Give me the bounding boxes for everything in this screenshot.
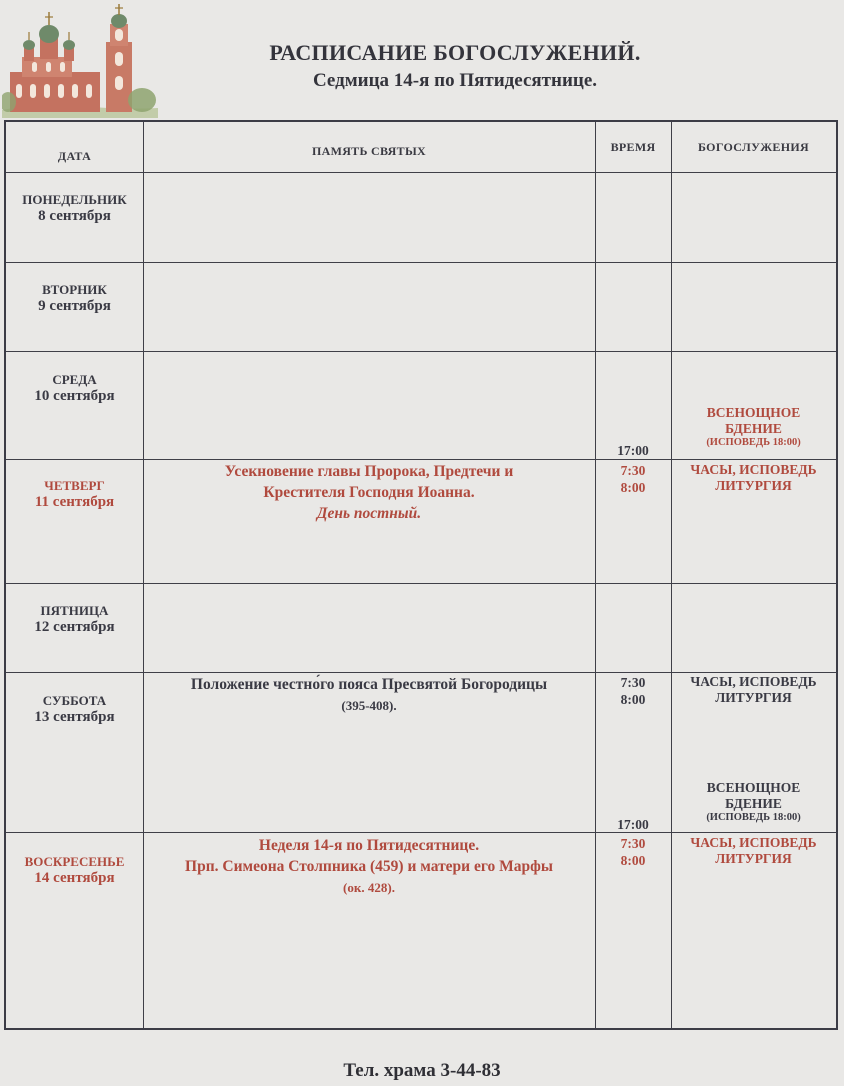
row-divider bbox=[6, 672, 836, 673]
date-cell bbox=[6, 282, 143, 315]
saint-line: (395-408). bbox=[341, 698, 397, 713]
confession-note: (ИСПОВЕДЬ 18:00) bbox=[706, 812, 801, 823]
header bbox=[160, 40, 750, 92]
service-line: ЧАСЫ, ИСПОВЕДЬ bbox=[690, 462, 817, 477]
col-divider bbox=[671, 122, 672, 1028]
saint-line: Положение честно́го пояса Пресвятой Богородицы bbox=[190, 676, 548, 693]
time-value: 8:00 bbox=[620, 853, 646, 868]
time-cell bbox=[595, 462, 671, 496]
saint-line: Прп. Симеона Столпника (459) и матери его Марфы bbox=[185, 858, 553, 875]
day-name: ВОСКРЕСЕНЬЕ bbox=[24, 854, 125, 869]
service-cell bbox=[671, 405, 836, 448]
time-cell bbox=[595, 835, 671, 869]
time-value: 7:30 bbox=[620, 463, 646, 478]
date-cell bbox=[6, 478, 143, 511]
service-line: ВСЕНОЩНОЕ bbox=[706, 780, 801, 795]
day-date: 14 сентября bbox=[34, 870, 115, 886]
time-value: 7:30 bbox=[620, 836, 646, 851]
service-line: ЧАСЫ, ИСПОВЕДЬ bbox=[690, 835, 817, 850]
day-date: 11 сентября bbox=[34, 494, 115, 510]
time-value: 8:00 bbox=[620, 692, 646, 707]
service-cell bbox=[671, 674, 836, 706]
day-date: 9 сентября bbox=[38, 298, 111, 314]
date-cell bbox=[6, 372, 143, 405]
service-cell bbox=[671, 780, 836, 823]
service-line: ЛИТУРГИЯ bbox=[715, 478, 792, 493]
saint-line: Усекновение главы Пророка, Предтечи и bbox=[224, 463, 514, 480]
header-date: ДАТА bbox=[57, 149, 92, 163]
row-divider bbox=[6, 351, 836, 352]
date-cell bbox=[6, 192, 143, 225]
day-name: ПЯТНИЦА bbox=[40, 603, 109, 618]
service-line: ВСЕНОЩНОЕ bbox=[706, 405, 801, 420]
page-title: РАСПИСАНИЕ БОГОСЛУЖЕНИЙ. bbox=[269, 40, 641, 65]
day-name: ПОНЕДЕЛЬНИК bbox=[22, 192, 127, 207]
date-cell bbox=[6, 854, 143, 887]
header-services: БОГОСЛУЖЕНИЯ bbox=[698, 140, 809, 154]
page-subtitle: Седмица 14-я по Пятидесятнице. bbox=[312, 70, 598, 91]
saint-line: (ок. 428). bbox=[343, 880, 395, 895]
row-divider bbox=[6, 459, 836, 460]
saints-cell bbox=[143, 461, 595, 524]
header-time: ВРЕМЯ bbox=[610, 140, 656, 154]
row-divider bbox=[6, 583, 836, 584]
service-line: БДЕНИЕ bbox=[725, 421, 782, 436]
phone-footer: Тел. храма 3-44-83 bbox=[343, 1060, 501, 1081]
day-name: СУББОТА bbox=[42, 693, 107, 708]
date-cell bbox=[6, 603, 143, 636]
fasting-note: День постный. bbox=[316, 505, 422, 522]
service-line: ЛИТУРГИЯ bbox=[715, 851, 792, 866]
schedule-table bbox=[4, 120, 838, 1030]
day-date: 13 сентября bbox=[34, 709, 115, 725]
time-cell bbox=[595, 674, 671, 708]
service-line: ЛИТУРГИЯ bbox=[715, 690, 792, 705]
day-date: 8 сентября bbox=[38, 208, 111, 224]
saint-line: Неделя 14-я по Пятидесятнице. bbox=[258, 837, 480, 854]
service-cell bbox=[671, 835, 836, 867]
church-illustration bbox=[2, 2, 158, 118]
time-cell: 17:00 bbox=[617, 443, 649, 458]
row-divider bbox=[6, 172, 836, 173]
time-value: 8:00 bbox=[620, 480, 646, 495]
day-name: ВТОРНИК bbox=[42, 282, 107, 297]
service-line: БДЕНИЕ bbox=[725, 796, 782, 811]
day-name: СРЕДА bbox=[52, 372, 97, 387]
day-name: ЧЕТВЕРГ bbox=[44, 478, 105, 493]
header-saints: ПАМЯТЬ СВЯТЫХ bbox=[311, 144, 427, 158]
row-divider bbox=[6, 262, 836, 263]
col-divider bbox=[595, 122, 596, 1028]
saints-cell bbox=[143, 835, 595, 898]
day-date: 10 сентября bbox=[34, 388, 115, 404]
time-cell: 17:00 bbox=[617, 817, 649, 832]
service-line: ЧАСЫ, ИСПОВЕДЬ bbox=[690, 674, 817, 689]
day-date: 12 сентября bbox=[34, 619, 115, 635]
saint-line: Крестителя Господня Иоанна. bbox=[263, 484, 475, 501]
confession-note: (ИСПОВЕДЬ 18:00) bbox=[706, 437, 801, 448]
row-divider bbox=[6, 832, 836, 833]
saints-cell bbox=[143, 674, 595, 716]
date-cell bbox=[6, 693, 143, 726]
service-cell bbox=[671, 462, 836, 494]
time-value: 7:30 bbox=[620, 675, 646, 690]
